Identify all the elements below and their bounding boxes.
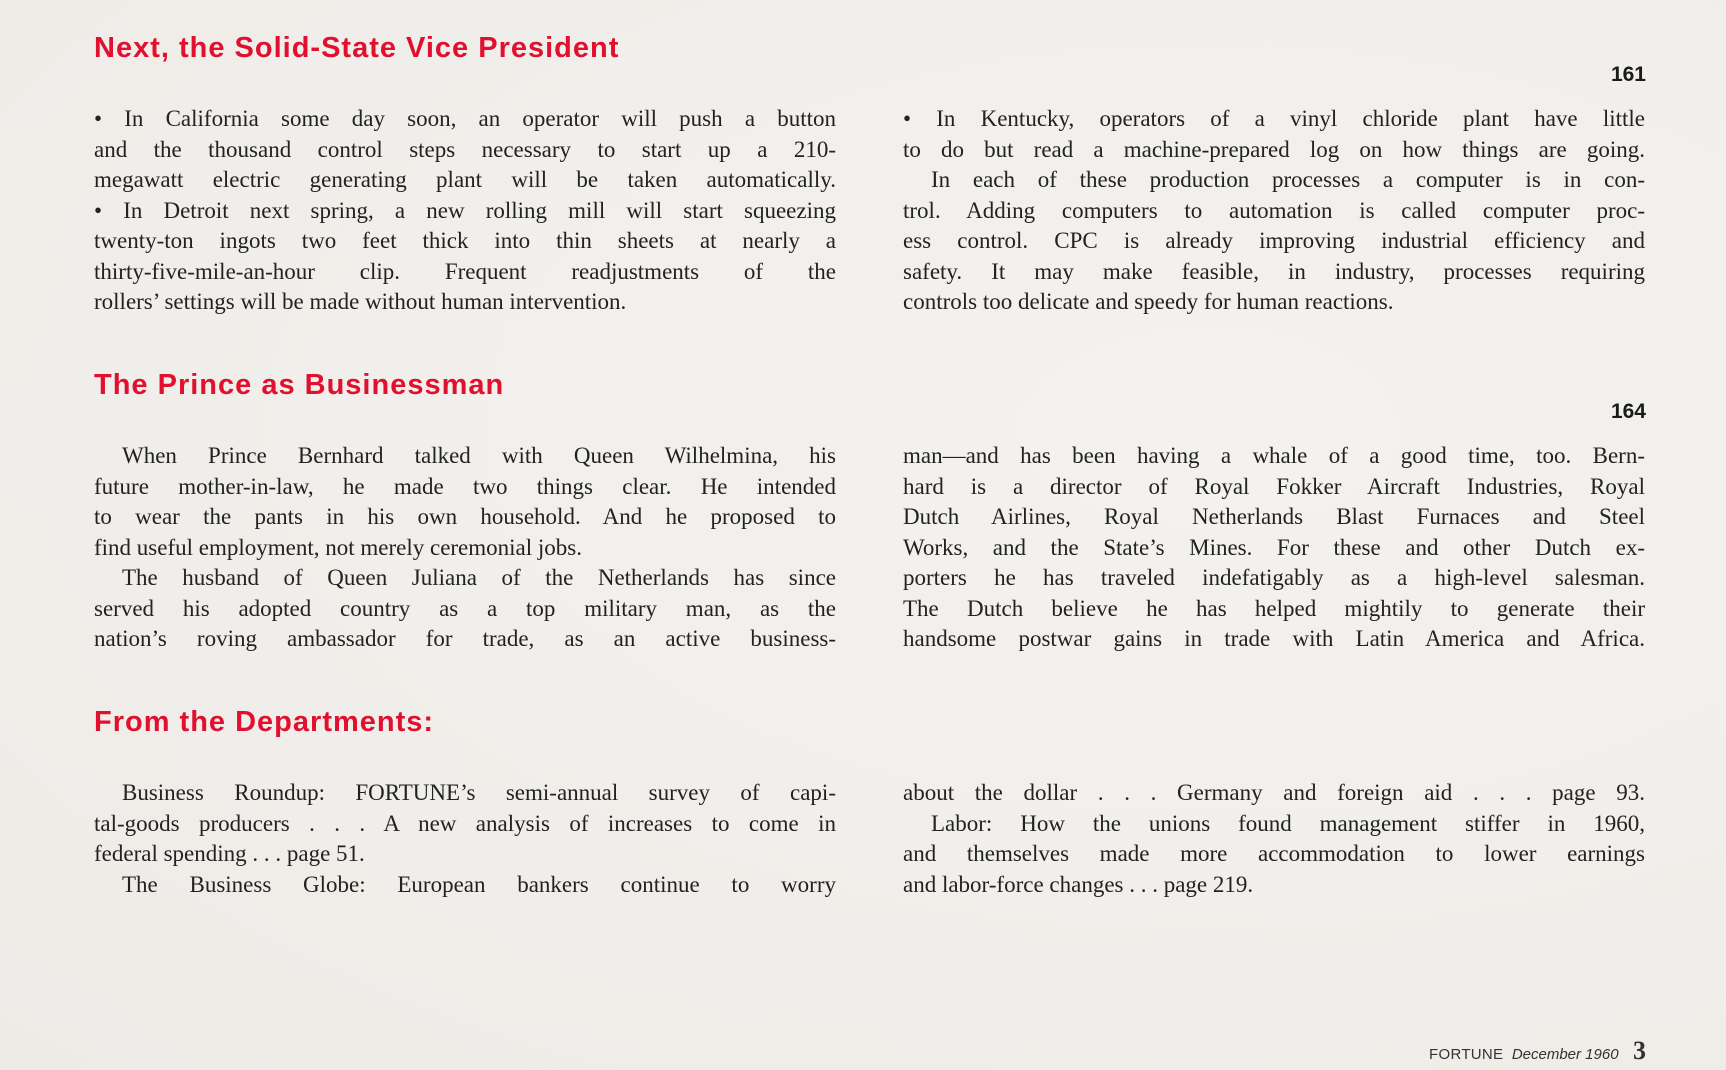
section-text-left-column <box>94 778 836 900</box>
text-line: find useful employment, not merely ceremonial jobs. <box>94 534 582 560</box>
section-text-left-column <box>94 441 836 655</box>
text-line: Dutch Airlines, Royal Netherlands Blast Furnaces and Steel <box>903 504 1645 529</box>
text-line: safety. It may make feasible, in industry, processes requiring <box>903 258 1645 284</box>
text-line: nation’s roving ambassador for trade, as an active business- <box>94 626 836 651</box>
text-line: rollers’ settings will be made without human intervention. <box>94 289 627 314</box>
text-line: • In California some day soon, an operator will push a button <box>94 106 836 131</box>
text-line: Works, and the State’s Mines. For these and other Dutch ex- <box>903 534 1645 560</box>
text-line: tal-goods producers . . . A new analysis of increases to come in <box>94 810 836 836</box>
text-line: and the thousand control steps necessary to start up a 210- <box>94 136 836 162</box>
text-line: hard is a director of Royal Fokker Aircraft Industries, Royal <box>903 473 1645 499</box>
section-text-right-column <box>903 778 1645 900</box>
page-footer <box>1429 1036 1646 1066</box>
text-line: trol. Adding computers to automation is called computer proc- <box>903 197 1645 223</box>
section-page-number: 161 <box>1610 63 1646 86</box>
footer-page-number: 3 <box>1633 1036 1646 1065</box>
text-line: to do but read a machine-prepared log on how things are going. <box>903 136 1645 162</box>
section-heading: The Prince as Businessman <box>94 369 505 401</box>
text-line: megawatt electric generating plant will be taken automatically. <box>94 167 836 192</box>
text-line: federal spending . . . page 51. <box>94 841 365 866</box>
text-line: served his adopted country as a top military man, as the <box>94 595 836 621</box>
text-line: handsome postwar gains in trade with Latin America and Africa. <box>903 626 1645 651</box>
footer-magazine-name: FORTUNE <box>1429 1046 1504 1063</box>
section-heading: Next, the Solid-State Vice President <box>94 32 620 64</box>
text-line: and themselves made more accommodation to lower earnings <box>903 841 1645 866</box>
text-line: The Business Globe: European bankers continue to worry <box>122 871 836 897</box>
text-line: Labor: How the unions found management stiffer in 1960, <box>931 810 1645 836</box>
section-text-right-column <box>903 104 1645 318</box>
text-line: thirty-five-mile-an-hour clip. Frequent readjustments of the <box>94 258 836 284</box>
section-text-right-column <box>903 441 1645 655</box>
text-line: about the dollar . . . Germany and foreign aid . . . page 93. <box>903 780 1645 805</box>
text-line: man—and has been having a whale of a good time, too. Bern- <box>903 443 1645 468</box>
text-line: future mother-in-law, he made two things clear. He intended <box>94 473 836 499</box>
text-line: • In Kentucky, operators of a vinyl chloride plant have little <box>903 106 1645 131</box>
text-line: In each of these production processes a computer is in con- <box>931 167 1645 192</box>
text-line: ess control. CPC is already improving industrial efficiency and <box>903 228 1645 253</box>
text-line: • In Detroit next spring, a new rolling mill will start squeezing <box>94 197 836 223</box>
section-page-number: 164 <box>1610 400 1646 423</box>
text-line: and labor-force changes . . . page 219. <box>903 871 1254 897</box>
section-text-left-column <box>94 104 836 318</box>
text-line: Business Roundup: FORTUNE’s semi-annual survey of capi- <box>122 780 836 805</box>
text-line: When Prince Bernhard talked with Queen Wilhelmina, his <box>122 443 836 468</box>
text-line: The husband of Queen Juliana of the Netherlands has since <box>122 565 836 590</box>
text-line: porters he has traveled indefatigably as a high-level salesman. <box>903 565 1645 590</box>
footer-date: December 1960 <box>1511 1046 1619 1063</box>
section-heading: From the Departments: <box>94 706 435 738</box>
text-line: The Dutch believe he has helped mightily to generate their <box>903 595 1645 621</box>
text-line: to wear the pants in his own household. And he proposed to <box>94 504 836 529</box>
text-line: controls too delicate and speedy for human reactions. <box>903 289 1394 314</box>
text-line: twenty-ton ingots two feet thick into thin sheets at nearly a <box>94 228 836 253</box>
